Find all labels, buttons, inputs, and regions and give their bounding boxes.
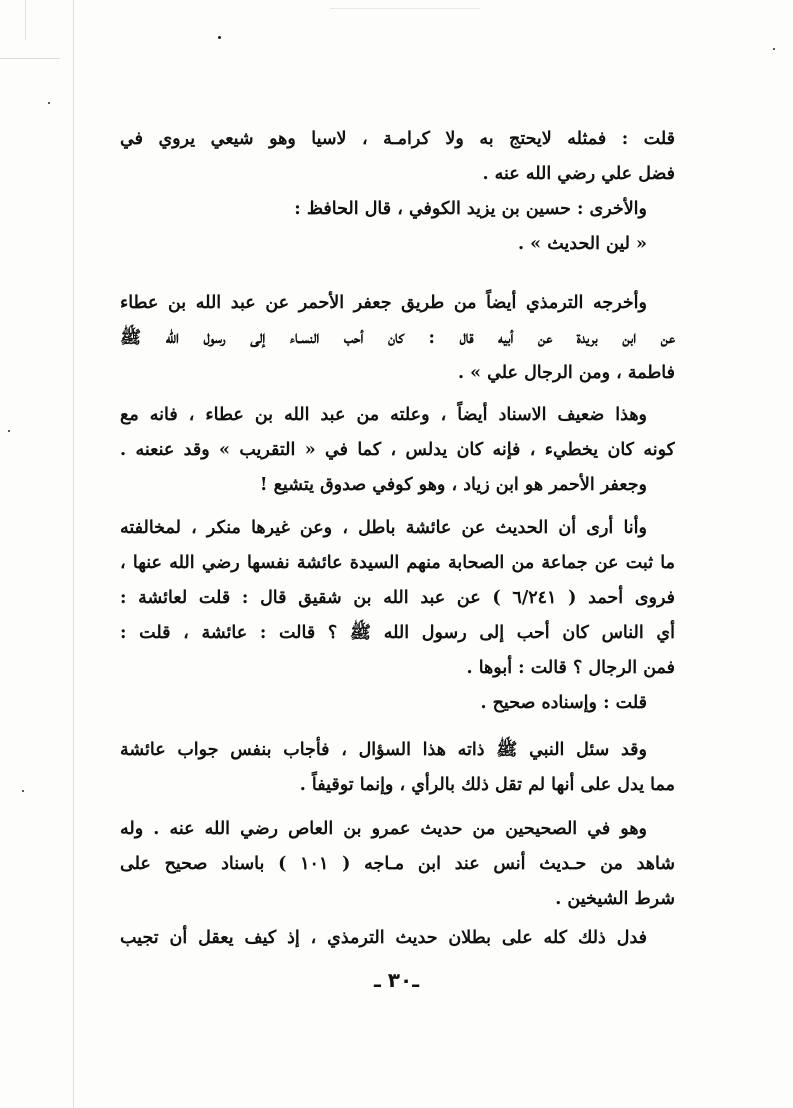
scan-artifact-line [330, 8, 480, 9]
body-text [120, 398, 675, 503]
text-line: عن ابن بريدة عن أبيه قال : كان أحب النسـاء إلى رسول الله ﷺ [120, 328, 675, 348]
body-text [120, 812, 675, 917]
text-line: قلت : فمثله لايحتج به ولا كرامـة ، لاسيا وهو شيعي يروي في [120, 129, 675, 149]
text-line: فمن الرجال ؟ قالت : أبوها . [466, 658, 675, 678]
text-line: وهو في الصحيحين من حديث عمرو بن العاص رضي الله عنه . وله [120, 819, 647, 839]
scan-artifact-line [0, 58, 60, 59]
text-line: فدل ذلك كله على بطلان حديث الترمذي ، إذ كيف يعقل أن تجيب [120, 928, 647, 948]
text-line: فاطمة ، ومن الرجال علي » . [457, 363, 675, 383]
scan-speck [218, 36, 221, 39]
text-line: والأخرى : حسين بن يزيد الكوفي ، قال الحافظ : [294, 199, 647, 219]
scan-artifact-line [25, 0, 26, 40]
text-line: وقد سئل النبي ﷺ ذاته هذا السؤال ، فأجاب بنفس جواب عائشة [120, 740, 647, 760]
text-line: أي الناس كان أحب إلى رسول الله ﷺ ؟ قالت : عائشة ، قلت : [120, 623, 675, 643]
text-line: وهذا ضعيف الاسناد أيضاً ، وعلته من عبد الله بن عطاء ، فانه مع [120, 405, 647, 425]
text-line: « لين الحديث » . [517, 234, 647, 254]
scan-speck [48, 102, 50, 104]
text-line: ما ثبت عن جماعة من الصحابة منهم السيدة عائشة نفسها رضي الله عنها ، [120, 553, 675, 573]
text-line: شرط الشيخين . [555, 889, 675, 909]
text-line: وجعفر الأحمر هو ابن زياد ، وهو كوفي صدوق يتشيع ! [259, 475, 647, 495]
body-text [120, 286, 675, 391]
text-line: وأنا أرى أن الحديث عن عائشة باطل ، وعن غيرها منكر ، لمخالفته [120, 518, 647, 538]
text-line: فضل علي رضي الله عنه . [482, 164, 675, 184]
page-number: ـ٣٠ ـ [373, 968, 420, 992]
text-line: قلت : وإسناده صحيح . [480, 693, 647, 713]
text-line: وأخرجه الترمذي أيضاً من طريق جعفر الأحمر عن عبد الله بن عطاء [120, 293, 647, 313]
body-text [120, 511, 675, 721]
body-text [120, 733, 675, 803]
scan-speck [22, 790, 24, 792]
text-line: فروى أحمد ( ٦/٢٤١ ) عن عبد الله بن شقيق قال : قلت لعائشة : [120, 588, 675, 608]
body-text [120, 122, 675, 262]
scan-speck [773, 48, 775, 50]
scan-speck [8, 430, 10, 432]
text-line: كونه كان يخطيء ، فإنه كان يدلس ، كما في « التقريب » وقد عنعنه . [120, 440, 675, 460]
scan-artifact-line [73, 0, 74, 1108]
body-text [120, 921, 675, 956]
text-line: شاهد من حـديث أنس عند ابن مـاجه ( ١٠١ ) باسناد صحيح على [120, 854, 675, 874]
text-line: مما يدل على أنها لم تقل ذلك بالرأي ، وإنما توقيفاً . [299, 775, 675, 795]
